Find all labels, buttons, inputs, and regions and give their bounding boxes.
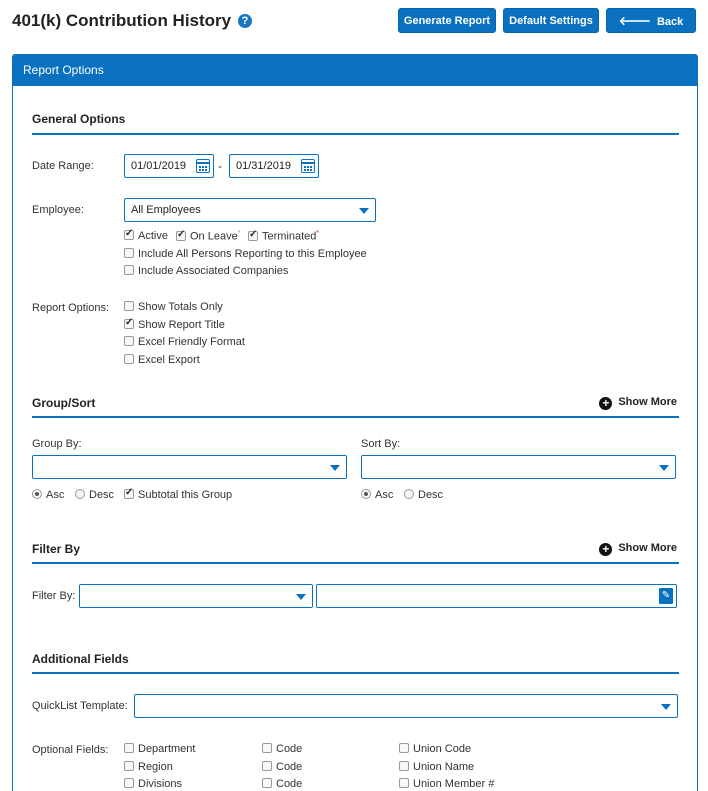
plus-circle-icon: + — [599, 543, 612, 556]
filter-by-select[interactable] — [79, 584, 313, 608]
checkbox-box[interactable] — [124, 265, 134, 275]
checkbox-box[interactable] — [124, 761, 134, 771]
edit-icon[interactable]: ✎ — [659, 588, 673, 604]
group-asc-radio[interactable]: Asc — [32, 489, 64, 501]
include-reporting-checkbox[interactable]: Include All Persons Reporting to this Employee — [124, 248, 367, 260]
chevron-down-icon — [659, 465, 669, 471]
on-leave-checkbox[interactable]: ✓ On Leave* — [176, 230, 240, 243]
sort-by-select[interactable] — [361, 455, 676, 479]
checkbox-box[interactable] — [124, 354, 134, 364]
chevron-down-icon — [296, 594, 306, 600]
chevron-down-icon — [661, 704, 671, 710]
employee-select[interactable] — [124, 198, 376, 222]
region-checkbox[interactable]: Region — [124, 761, 173, 773]
date-from-input[interactable] — [124, 154, 214, 178]
divisions-code-checkbox[interactable]: Code — [262, 778, 302, 790]
excel-friendly-checkbox[interactable]: Excel Friendly Format — [124, 336, 245, 348]
section-divider — [32, 133, 679, 135]
department-checkbox[interactable]: Department — [124, 743, 195, 755]
help-icon[interactable]: ? — [238, 14, 252, 28]
union-code-checkbox[interactable]: Union Code — [399, 743, 471, 755]
chevron-down-icon — [330, 465, 340, 471]
checkbox-box[interactable] — [124, 489, 134, 499]
date-range-label: Date Range: — [32, 160, 94, 172]
checkbox-box[interactable] — [124, 248, 134, 258]
group-by-label: Group By: — [32, 438, 82, 450]
sort-asc-radio[interactable]: Asc — [361, 489, 393, 501]
date-to-input[interactable] — [229, 154, 319, 178]
arrow-left-icon: 🡐 — [618, 14, 651, 28]
filter-show-more[interactable]: + Show More — [599, 542, 677, 556]
checkbox-box[interactable] — [262, 743, 272, 753]
checkbox-box[interactable] — [124, 230, 134, 240]
checkbox-box[interactable] — [399, 778, 409, 788]
checkbox-box[interactable] — [124, 301, 134, 311]
terminated-checkbox[interactable]: ✓ Terminated* — [248, 230, 319, 243]
panel-header: Report Options — [13, 55, 697, 86]
checkbox-box[interactable] — [262, 761, 272, 771]
excel-export-checkbox[interactable]: Excel Export — [124, 354, 200, 366]
report-options-panel — [12, 54, 698, 791]
section-divider — [32, 672, 679, 674]
radio-dot[interactable] — [32, 489, 42, 499]
sort-desc-radio[interactable]: Desc — [404, 489, 443, 501]
checkbox-box[interactable] — [124, 743, 134, 753]
general-options-title: General Options — [32, 112, 126, 126]
report-options-label: Report Options: — [32, 302, 110, 314]
show-report-title-checkbox[interactable]: ✓Show Report Title — [124, 319, 225, 331]
divisions-checkbox[interactable]: Divisions — [124, 778, 182, 790]
checkbox-box[interactable] — [124, 336, 134, 346]
checkbox-box[interactable] — [176, 231, 186, 241]
union-member-checkbox[interactable]: Union Member # — [399, 778, 494, 790]
active-checkbox[interactable]: ✓Active — [124, 230, 168, 242]
on-leave-footnote-mark: * — [237, 230, 241, 237]
calendar-icon[interactable] — [196, 159, 210, 173]
radio-dot[interactable] — [361, 489, 371, 499]
department-code-checkbox[interactable]: Code — [262, 743, 302, 755]
group-desc-radio[interactable]: Desc — [75, 489, 114, 501]
group-by-select[interactable] — [32, 455, 347, 479]
back-button-label: Back — [656, 16, 684, 28]
checkbox-box[interactable] — [248, 231, 258, 241]
checkbox-box[interactable] — [124, 319, 134, 329]
plus-circle-icon: + — [599, 397, 612, 410]
checkbox-box[interactable] — [399, 743, 409, 753]
back-button[interactable] — [606, 8, 696, 33]
section-divider — [32, 416, 679, 418]
generate-report-button[interactable]: Generate Report — [398, 8, 496, 33]
terminated-footnote-mark: * — [316, 230, 320, 237]
show-totals-checkbox[interactable]: Show Totals Only — [124, 301, 223, 313]
additional-fields-title: Additional Fields — [32, 652, 129, 666]
date-from-value: 01/01/2019 — [131, 160, 187, 172]
include-associated-checkbox[interactable]: Include Associated Companies — [124, 265, 288, 277]
checkbox-box[interactable] — [262, 778, 272, 788]
page-title: 401(k) Contribution History — [12, 11, 232, 30]
radio-dot[interactable] — [75, 489, 85, 499]
filter-by-title: Filter By — [32, 542, 81, 556]
employee-label: Employee: — [32, 204, 84, 216]
default-settings-button[interactable]: Default Settings — [503, 8, 599, 33]
radio-dot[interactable] — [404, 489, 414, 499]
quicklist-select[interactable] — [134, 694, 678, 718]
subtotal-group-checkbox[interactable]: ✓ Subtotal this Group — [124, 489, 232, 501]
sort-by-label: Sort By: — [361, 438, 401, 450]
checkbox-box[interactable] — [399, 761, 409, 771]
checkbox-box[interactable] — [124, 778, 134, 788]
chevron-down-icon — [359, 208, 369, 214]
filter-by-label: Filter By: — [32, 590, 76, 602]
filter-value-input[interactable] — [316, 584, 677, 608]
date-separator: - — [218, 159, 222, 173]
section-divider — [32, 562, 679, 564]
region-code-checkbox[interactable]: Code — [262, 761, 302, 773]
group-sort-title: Group/Sort — [32, 396, 96, 410]
page-header — [12, 8, 698, 36]
employee-select-value: All Employees — [131, 204, 201, 216]
union-name-checkbox[interactable]: Union Name — [399, 761, 474, 773]
calendar-icon[interactable] — [301, 159, 315, 173]
date-to-value: 01/31/2019 — [236, 160, 292, 172]
optional-fields-label: Optional Fields: — [32, 744, 109, 756]
quicklist-label: QuickList Template: — [32, 700, 128, 712]
group-sort-show-more[interactable]: + Show More — [599, 396, 677, 410]
